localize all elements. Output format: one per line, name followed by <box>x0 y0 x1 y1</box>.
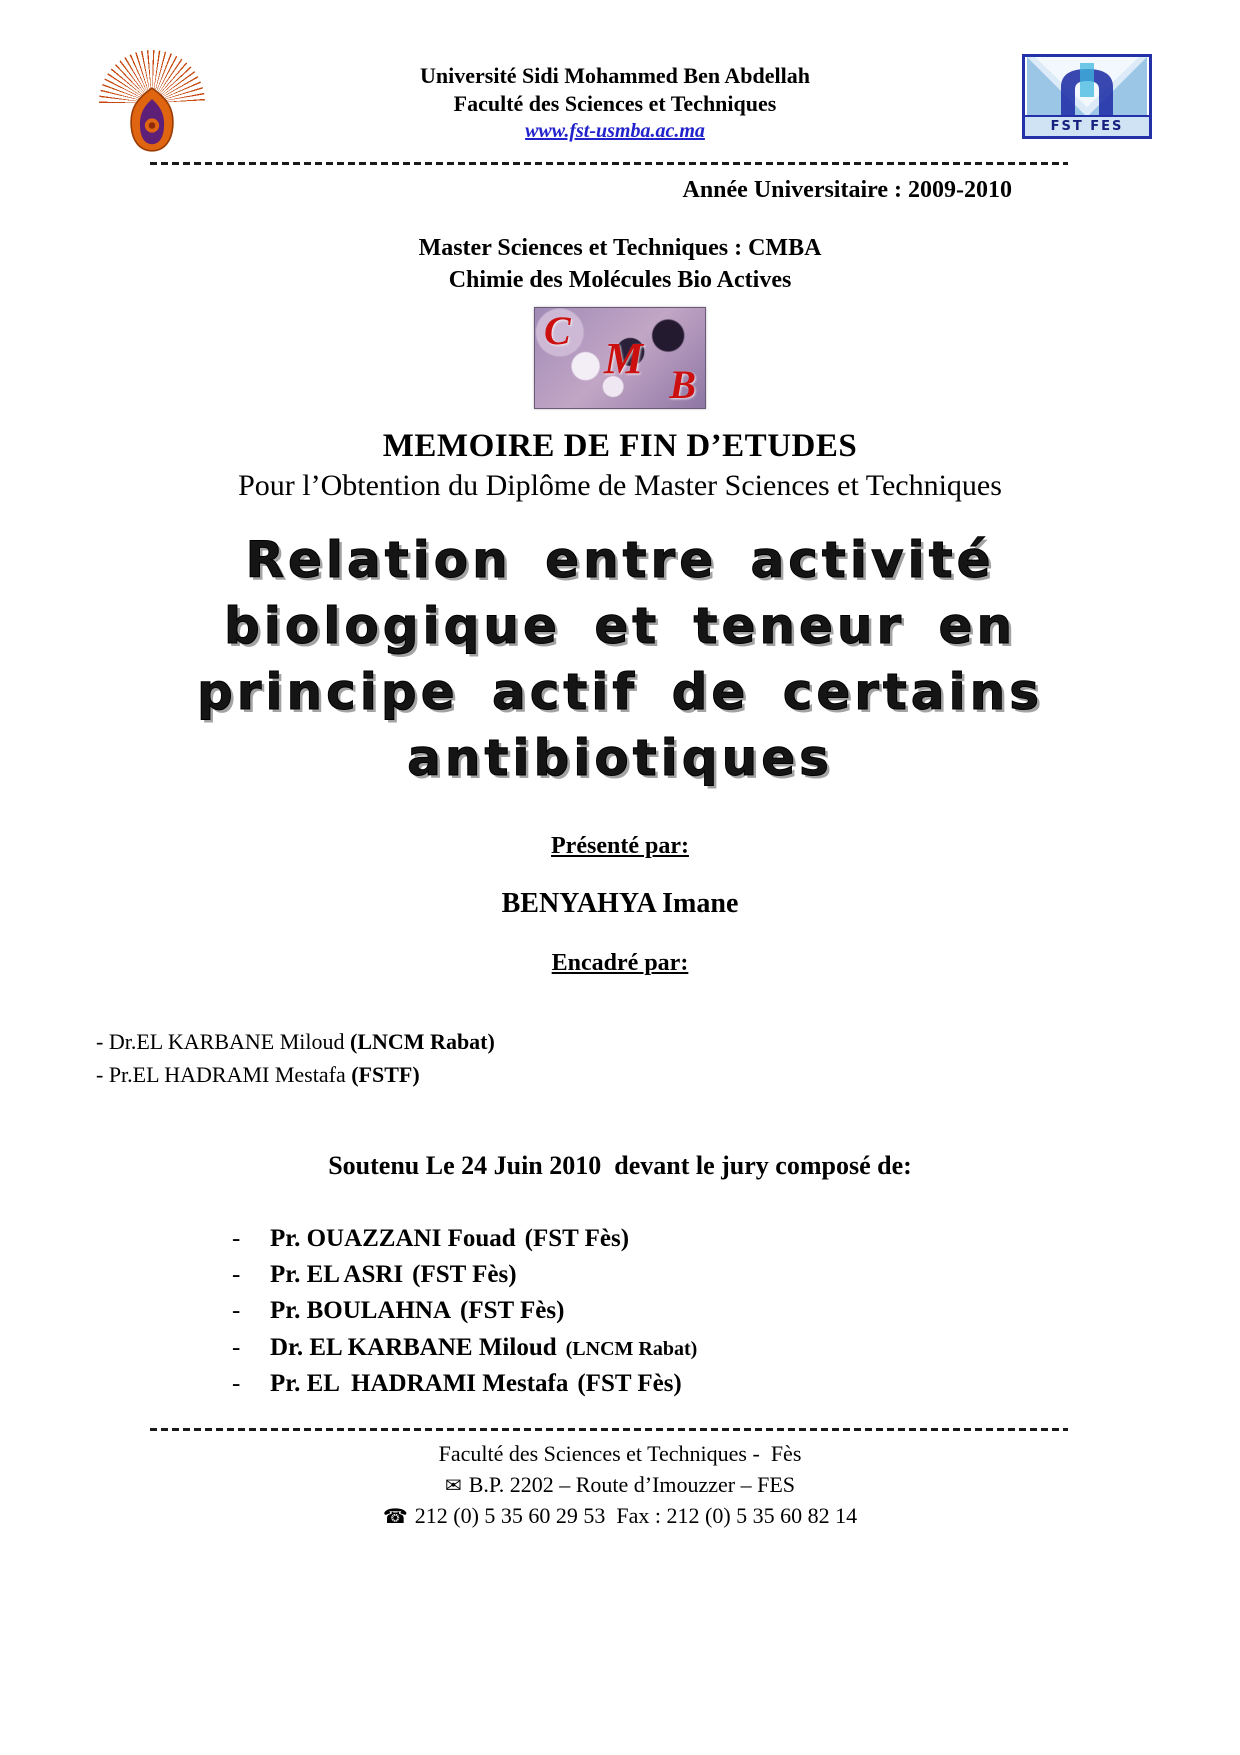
cmba-logo <box>534 307 706 409</box>
jury-member-name: Pr. OUAZZANI Fouad <box>270 1224 516 1252</box>
footer-address-line <box>0 1470 1240 1501</box>
footer-phone-text: 212 (0) 5 35 60 29 53 Fax : 212 (0) 5 35 60 82 14 <box>414 1502 858 1528</box>
university-name: Université Sidi Mohammed Ben Abdellah <box>420 63 810 88</box>
page-header <box>0 0 1240 156</box>
supervisor-affiliation: (LNCM Rabat) <box>350 1028 495 1054</box>
jury-member-affiliation: (FST Fès) <box>460 1297 565 1325</box>
fst-fes-logo <box>1022 54 1152 139</box>
jury-row <box>232 1293 1240 1329</box>
cmba-letter-c: C <box>544 307 571 353</box>
jury-bullet: - <box>232 1297 241 1325</box>
website-link[interactable]: www.fst-usmba.ac.ma <box>525 120 705 142</box>
defense-intro: Soutenu Le 24 Juin 2010 devant le jury composé de: <box>328 1150 912 1180</box>
footer-address-text: B.P. 2202 – Route d’Imouzzer – FES <box>468 1471 796 1497</box>
presented-by-label: Présenté par: <box>551 832 689 859</box>
supervisor-affiliation: (FSTF) <box>351 1061 420 1087</box>
jury-row <box>232 1221 1240 1257</box>
supervisor-row <box>96 1025 1240 1058</box>
thesis-title <box>0 527 1240 791</box>
phone-icon: ☎ <box>382 1505 408 1528</box>
program-block <box>0 232 1240 297</box>
jury-member-name: Pr. EL ASRI <box>270 1261 404 1289</box>
jury-bullet: - <box>232 1261 241 1289</box>
jury-member-affiliation: (LNCM Rabat) <box>565 1337 698 1360</box>
seal-emblem-icon <box>119 84 185 156</box>
jury-member-name: Pr. EL HADRAMI Mestafa <box>270 1369 569 1397</box>
jury-row <box>232 1330 1240 1366</box>
jury-bullet: - <box>232 1369 241 1397</box>
header-titles <box>208 50 1022 143</box>
cmba-logo-wrap <box>0 307 1240 414</box>
envelope-icon: ✉ <box>444 1474 462 1497</box>
jury-row <box>232 1257 1240 1293</box>
jury-member-affiliation: (FST Fès) <box>412 1261 517 1289</box>
academic-year: Année Universitaire : 2009-2010 <box>682 177 1012 203</box>
jury-member-name: Pr. BOULAHNA <box>270 1297 452 1325</box>
cmba-letter-m: M <box>604 333 644 383</box>
cmba-letter-b: B <box>669 361 696 407</box>
thesis-title-line-3: principe actif de certains <box>196 662 1044 721</box>
faculty-name: Faculté des Sciences et Techniques <box>453 90 777 116</box>
supervisor-name: - Pr.EL HADRAMI Mestafa <box>96 1061 352 1087</box>
jury-member-affiliation: (FST Fès) <box>577 1369 682 1397</box>
supervised-by-label: Encadré par: <box>551 949 689 976</box>
footer-faculty-line: Faculté des Sciences et Techniques - Fès <box>438 1441 802 1466</box>
jury-member-affiliation: (FST Fès) <box>524 1224 630 1252</box>
jury-bullet: - <box>232 1224 241 1252</box>
supervisors-list <box>96 1025 1240 1091</box>
university-seal-logo <box>96 50 208 156</box>
thesis-title-line-1: Relation entre activité <box>245 530 995 589</box>
header-separator <box>150 162 1068 165</box>
jury-bullet: - <box>232 1333 241 1361</box>
memoire-title: MEMOIRE DE FIN D’ETUDES <box>382 427 858 464</box>
jury-list <box>232 1221 1240 1402</box>
student-name: BENYAHYA Imane <box>501 887 739 919</box>
thesis-title-line-2: biologique et teneur en <box>223 596 1017 655</box>
jury-row <box>232 1366 1240 1402</box>
supervisor-row <box>96 1058 1240 1091</box>
memoire-subtitle: Pour l’Obtention du Diplôme de Master Sciences et Techniques <box>238 468 1002 502</box>
fst-logo-caption: FST FES <box>1025 115 1149 136</box>
jury-member-name: Dr. EL KARBANE Miloud <box>270 1333 557 1361</box>
page-footer <box>0 1428 1240 1531</box>
fst-logo-art-icon <box>1025 57 1149 115</box>
footer-separator <box>150 1428 1068 1431</box>
program-line-2: Chimie des Molécules Bio Actives <box>448 267 792 294</box>
program-line-1: Master Sciences et Techniques : CMBA <box>418 235 822 261</box>
thesis-title-line-4: antibiotiques <box>407 728 833 787</box>
supervisor-name: - Dr.EL KARBANE Miloud <box>96 1028 351 1054</box>
footer-phone-line <box>0 1501 1240 1532</box>
